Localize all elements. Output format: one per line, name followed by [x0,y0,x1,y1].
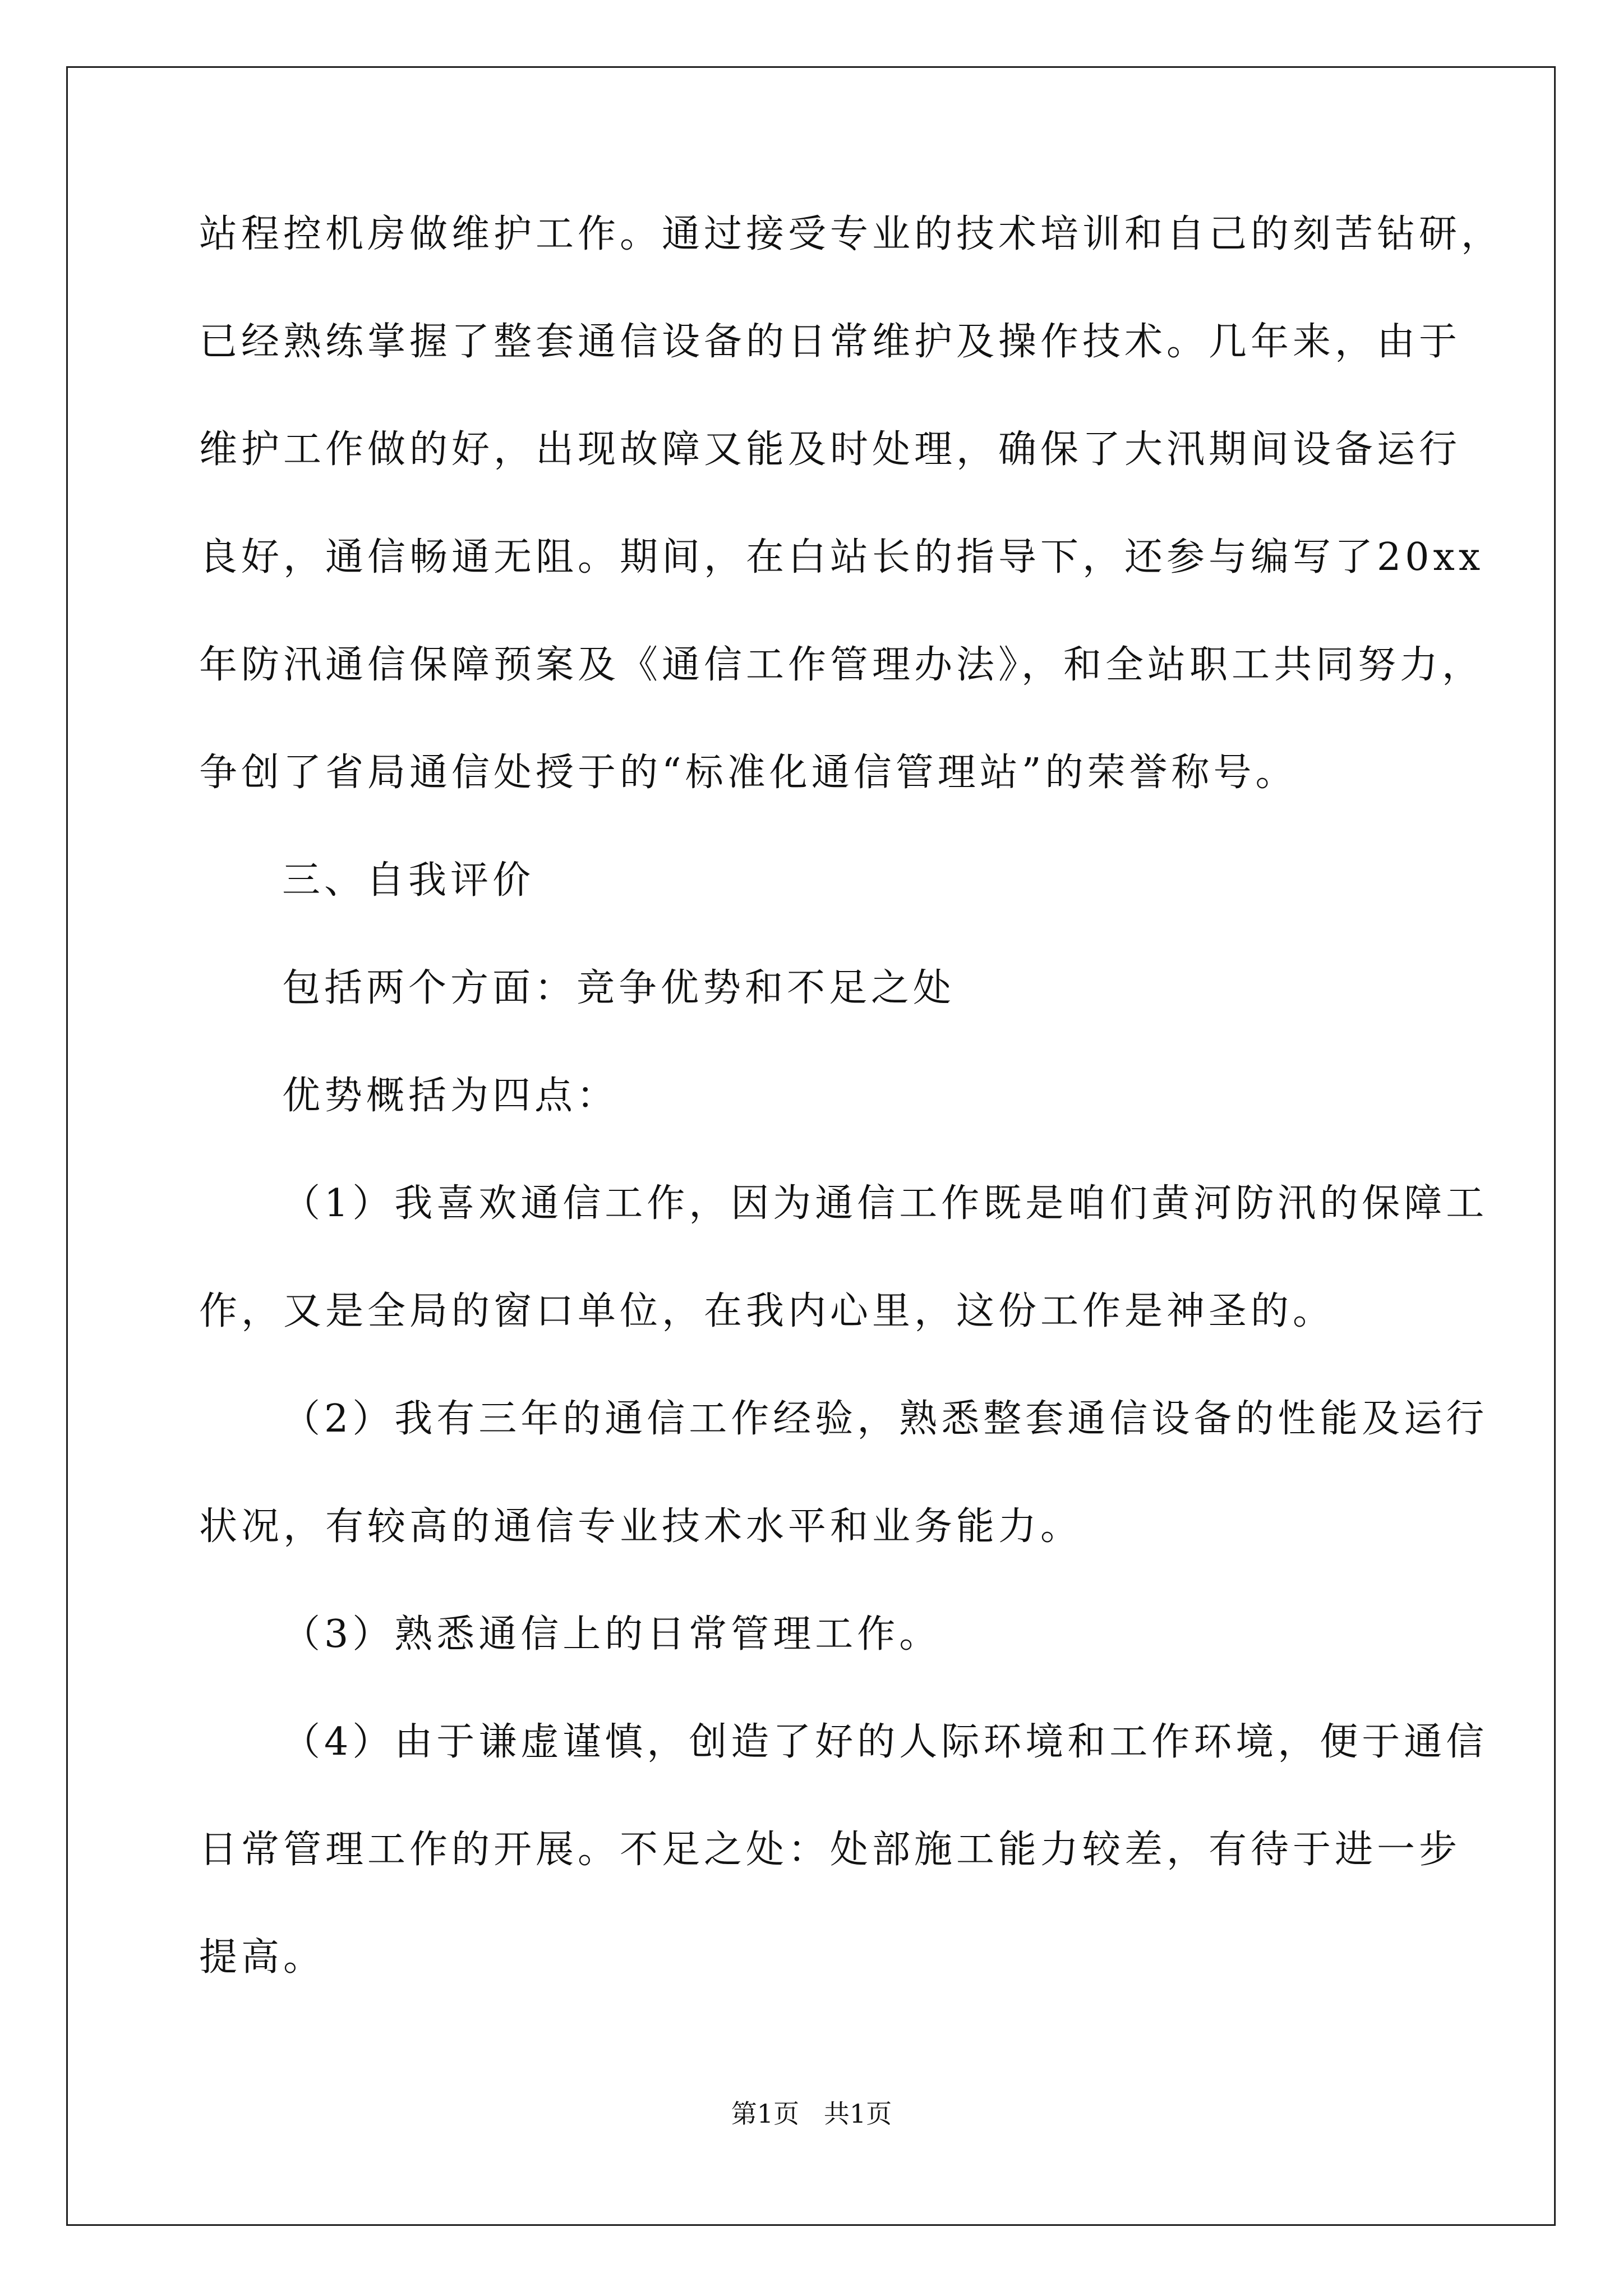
list-item-line: （4）由于谦虚谨慎，创造了好的人际环境和工作环境，便于通信 [282,1720,1488,1764]
paragraph-line: 维护工作做的好，出现故障又能及时处理，确保了大汛期间设备运行 [199,427,1461,472]
list-item-line: 作，又是全局的窗口单位，在我内心里，这份工作是神圣的。 [199,1289,1335,1333]
section-heading: 三、自我评价 [282,858,535,903]
list-item-line: （1）我喜欢通信工作，因为通信工作既是咱们黄河防汛的保障工 [282,1181,1488,1226]
paragraph-line: 良好，通信畅通无阻。期间，在白站长的指导下，还参与编写了20xx [199,535,1484,579]
paragraph-line: 站程控机房做维护工作。通过接受专业的技术培训和自己的刻苦钻研， [199,212,1504,256]
paragraph-line: 已经熟练掌握了整套通信设备的日常维护及操作技术。几年来，由于 [199,320,1461,364]
list-item-line: 日常管理工作的开展。不足之处：处部施工能力较差，有待于进一步 [199,1828,1461,1872]
list-item-line: （3）熟悉通信上的日常管理工作。 [282,1612,942,1657]
page-footer: 第1页 共1页 [731,2099,892,2129]
list-item-line: 状况，有较高的通信专业技术水平和业务能力。 [199,1504,1083,1549]
paragraph-line: 年防汛通信保障预案及《通信工作管理办法》，和全站职工共同努力， [199,643,1484,687]
paragraph-line: 包括两个方面：竞争优势和不足之处 [282,966,956,1010]
list-item-line: （2）我有三年的通信工作经验，熟悉整套通信设备的性能及运行 [282,1397,1488,1441]
paragraph-line: 优势概括为四点： [282,1074,619,1118]
document-body [199,208,1504,2039]
paragraph-line: 争创了省局通信处授于的“标准化通信管理站”的荣誉称号。 [199,751,1298,795]
list-item-line: 提高。 [199,1935,326,1980]
